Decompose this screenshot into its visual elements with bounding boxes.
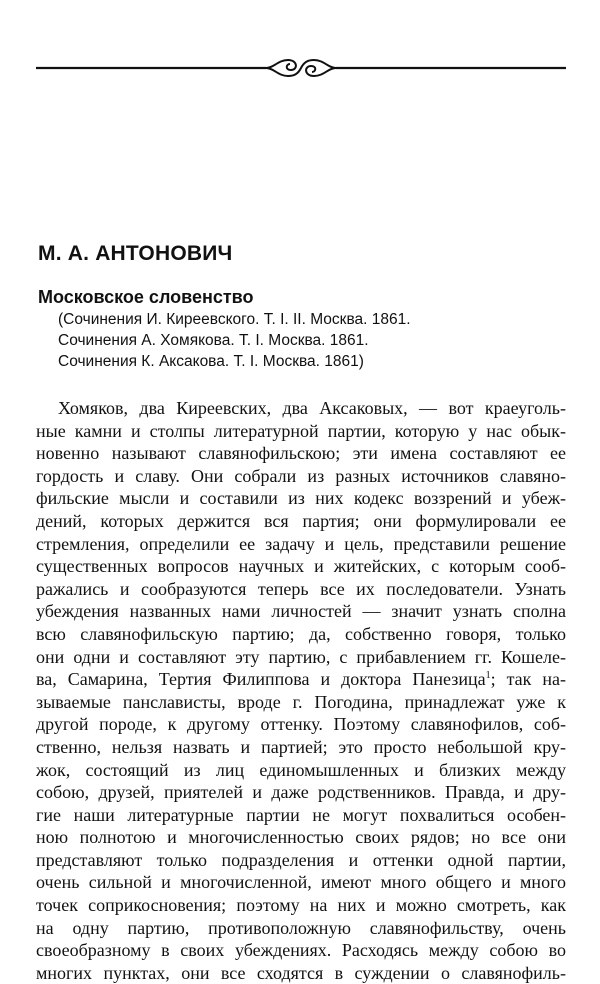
text-line: стремления, определили ее задачу и цель, представили решение xyxy=(36,533,566,554)
text-line: жок, состоящий из лиц единомышленных и близких между xyxy=(36,759,566,780)
footnote-marker[interactable]: 1 xyxy=(485,670,491,682)
text-line: на одну партию, противоположную славянофильству, очень xyxy=(36,917,566,938)
text-line: другой породе, к другому оттенку. Поэтому славянофилов, соб- xyxy=(36,714,566,735)
text-line: они одни и составляют эту партию, с прибавлением гг. Кошеле- xyxy=(36,646,566,667)
text-line-head: ва, Самарина, Тертия Филиппова и доктора Панезица xyxy=(36,669,486,690)
text-line: своеобразному в своих убеждениях. Расходясь между собою во xyxy=(36,940,566,961)
text-line: дений, которых держится вся партия; они формулировали ее xyxy=(36,510,566,531)
text-line: зываемые панслависты, вроде г. Погодина, принадлежат уже к xyxy=(36,691,566,712)
decorative-ornament-divider xyxy=(36,54,566,82)
text-line: существенных вопросов научных и житейских, с которым сооб- xyxy=(36,556,566,577)
text-line: представляют только подразделения и оттенки одной партии, xyxy=(36,849,566,870)
text-line-tail: ; так на- xyxy=(490,669,566,690)
text-line: многих пунктах, они все сходятся в суждении о славянофиль- xyxy=(36,962,566,983)
text-line: ственно, нельзя назвать и партией; это просто небольшой кру- xyxy=(36,736,566,757)
text-line: очень сильной и многочисленной, имеют много общего и много xyxy=(36,872,566,893)
text-line: собою, друзей, приятелей и даже родственников. Правда, и дру- xyxy=(36,782,566,803)
text-line: Хомяков, два Киреевских, два Аксаковых, — вот краеуголь- xyxy=(58,398,566,418)
article-title: Московское словенство xyxy=(38,287,254,307)
text-line: ною полнотою и многочисленностью своих рядов; но все они xyxy=(36,827,566,848)
text-line: точек соприкосновения; поэтому на них и можно смотреть, как xyxy=(36,895,566,916)
author-name: М. А. АНТОНОВИЧ xyxy=(38,242,233,265)
text-line-with-footnote xyxy=(36,668,566,691)
text-line: новенно называют славянофильскою; эти имена составляют ее xyxy=(36,443,566,464)
body-text xyxy=(36,397,566,984)
text-line: всю славянофильскую партию; да, собственно говоря, только xyxy=(36,623,566,644)
text-line: фильские мысли и составили из них кодекс воззрений и убеж- xyxy=(36,488,566,509)
source-citation: Сочинения К. Аксакова. Т. I. Москва. 1861) xyxy=(58,353,364,370)
source-citations xyxy=(58,309,411,372)
text-line: ражались и сообразуются теперь все их последователи. Узнать xyxy=(36,578,566,599)
text-line: убеждения названных нами личностей — значит узнать сполна xyxy=(36,601,566,622)
text-line: ные камни и столпы литературной партии, которую у нас обык- xyxy=(36,420,566,441)
text-line: гие наши литературные партии не могут похвалиться особен- xyxy=(36,804,566,825)
text-line: гордость и славу. Они собрали из разных источников славяно- xyxy=(36,465,566,486)
source-citation: Сочинения А. Хомякова. Т. I. Москва. 1861. xyxy=(58,332,369,349)
source-citation: (Сочинения И. Киреевского. Т. I. II. Москва. 1861. xyxy=(58,311,411,328)
